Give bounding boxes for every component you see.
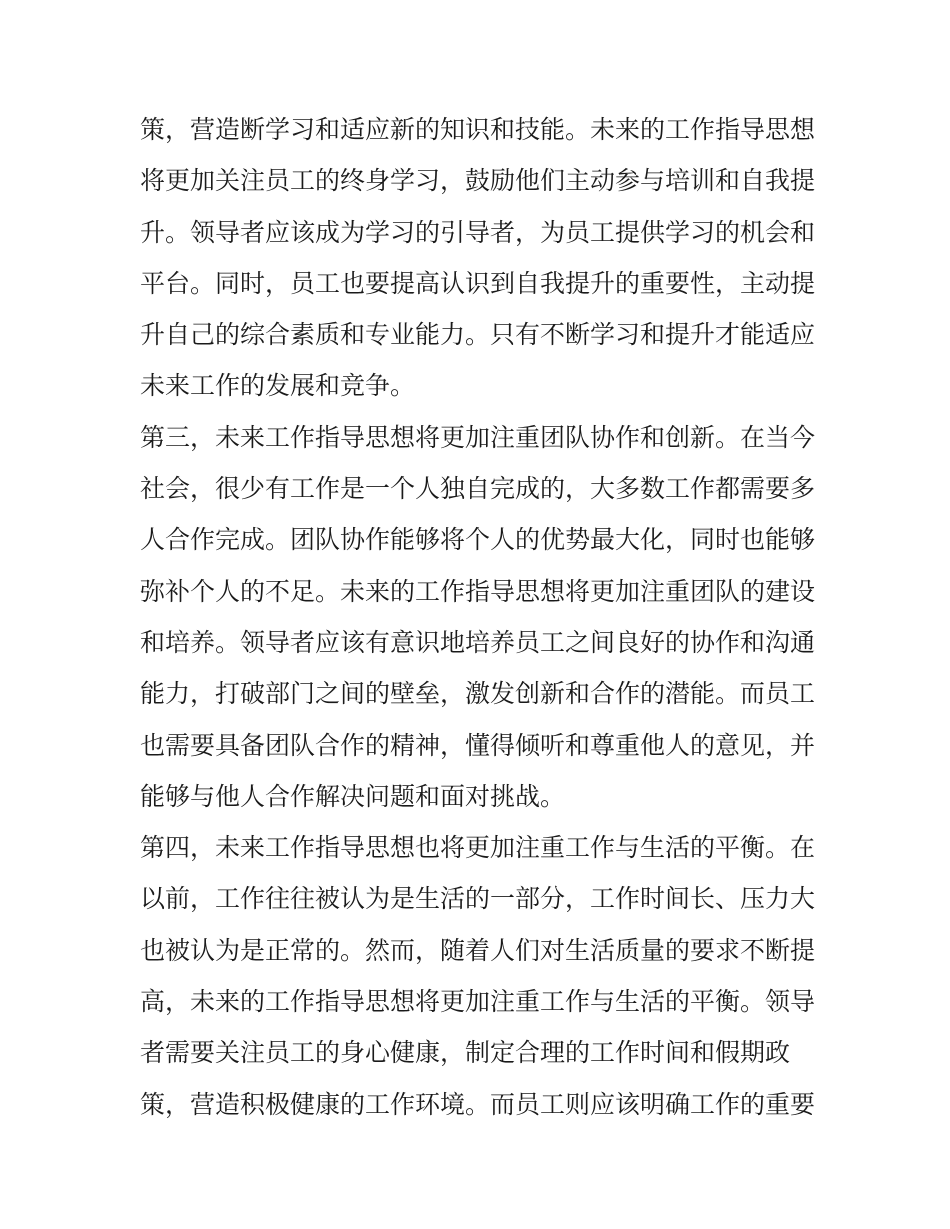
document-body (140, 104, 820, 1130)
text-line: 社会，很少有工作是一个人独自完成的，大多数工作都需要多 (140, 474, 816, 504)
text-line: 未来工作的发展和竞争。 (140, 371, 416, 401)
text-line: 平台。同时，员工也要提高认识到自我提升的重要性，主动提 (140, 268, 816, 298)
text-line: 将更加关注员工的终身学习，鼓励他们主动参与培训和自我提 (140, 166, 816, 196)
text-line: 能够与他人合作解决问题和面对挑战。 (140, 781, 566, 811)
text-line: 也被认为是正常的。然而，随着人们对生活质量的要求不断提 (140, 935, 816, 965)
text-line: 和培养。领导者应该有意识地培养员工之间良好的协作和沟通 (140, 627, 816, 657)
text-line: 策，营造积极健康的工作环境。而员工则应该明确工作的重要 (140, 1089, 816, 1119)
text-line: 高，未来的工作指导思想将更加注重工作与生活的平衡。领导 (140, 987, 816, 1017)
text-line: 策，营造断学习和适应新的知识和技能。未来的工作指导思想 (140, 115, 816, 144)
text-line: 人合作完成。团队协作能够将个人的优势最大化，同时也能够 (140, 525, 816, 555)
text-line: 升自己的综合素质和专业能力。只有不断学习和提升才能适应 (140, 320, 816, 350)
text-line: 升。领导者应该成为学习的引导者，为员工提供学习的机会和 (140, 217, 816, 247)
text-line: 也需要具备团队合作的精神，懂得倾听和尊重他人的意见，并 (140, 730, 816, 760)
text-line: 者需要关注员工的身心健康，制定合理的工作时间和假期政 (140, 1038, 791, 1068)
text-line: 以前，工作往往被认为是生活的一部分，工作时间长、压力大 (140, 884, 816, 914)
text-line: 第四，未来工作指导思想也将更加注重工作与生活的平衡。在 (140, 833, 816, 863)
text-line: 第三，未来工作指导思想将更加注重团队协作和创新。在当今 (140, 422, 816, 452)
text-line: 能力，打破部门之间的壁垒，激发创新和合作的潜能。而员工 (140, 679, 816, 709)
text-line: 弥补个人的不足。未来的工作指导思想将更加注重团队的建设 (140, 576, 816, 606)
